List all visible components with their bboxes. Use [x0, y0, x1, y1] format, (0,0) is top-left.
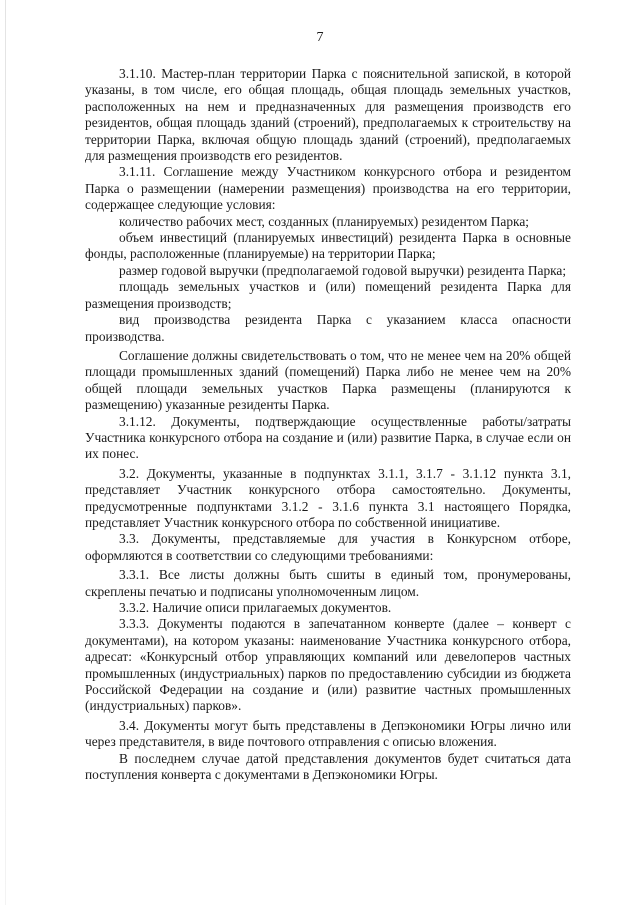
scan-edge-line — [5, 0, 6, 905]
paragraph-3-1-12: 3.1.12. Документы, подтверждающие осуществленные работы/затраты Участника конкурсного отбора на создание и (или) развитие Парка, в случае если он их понес. — [85, 413, 571, 462]
condition-jobs: количество рабочих мест, созданных (планируемых) резидентом Парка; — [119, 213, 529, 229]
condition-land-area: площадь земельных участков и (или) помещений резидента Парка для размещения производств; — [85, 279, 571, 311]
page-number: 7 — [316, 30, 324, 45]
condition-revenue: размер годовой выручки (предполагаемой годовой выручки) резидента Парка; — [119, 262, 567, 278]
paragraph-3-1-10: 3.1.10. Мастер-план территории Парка с пояснительной запиской, в которой указаны, в том числе, его общая площадь, общая площадь земельных участков, расположенных на нем и предназначенных для размещения производств его резидентов, общая площадь зданий (строений), предполагаемых к строительству на территории Парка, включая общую площадь зданий (строений), предполагаемых для размещения производств его резидентов. — [85, 66, 571, 164]
document-body — [85, 66, 571, 783]
condition-production-type: вид производства резидента Парка с указанием класса опасности производства. — [85, 312, 571, 344]
paragraph-3-3: 3.3. Документы, представляемые для участия в Конкурсном отборе, оформляются в соответствии со следующими требованиями: — [85, 531, 571, 563]
condition-investments: объем инвестиций (планируемых инвестиций) резидента Парка в основные фонды, расположенные (планируемые) на территории Парка; — [85, 230, 571, 262]
paragraph-3-3-3: 3.3.3. Документы подаются в запечатанном конверте (далее – конверт с документами), на котором указаны: наименование Участника конкурсного отбора, адресат: «Конкурсный отбор управляющих компаний или девелоперов частных промышленных (индустриальных) парков по предоставлению субсидии из бюджета Российской Федерации на создание и (или) развитие частных промышленных (индустриальных) парков». — [85, 616, 571, 714]
paragraph-3-3-2: 3.3.2. Наличие описи прилагаемых документов. — [119, 600, 392, 615]
paragraph-agreement-20-percent: Соглашение должны свидетельствовать о том, что не менее чем на 20% общей площади промышленных зданий (помещений) Парка либо не менее чем на 20% общей площади земельных участков Парка размещены (планируются к размещению) указанные резиденты Парка. — [85, 347, 571, 413]
paragraph-3-4: 3.4. Документы могут быть представлены в Депэкономики Югры лично или через представителя, в виде почтового отправления с описью вложения. — [85, 717, 571, 750]
paragraph-3-1-11: 3.1.11. Соглашение между Участником конкурсного отбора и резидентом Парка о размещении (намерении размещения) производства на его территории, содержащее следующие условия: — [85, 164, 571, 213]
paragraph-3-3-1: 3.3.1. Все листы должны быть сшиты в единый том, пронумерованы, скреплены печатью и подписаны уполномоченным лицом. — [85, 567, 571, 599]
paragraph-3-2: 3.2. Документы, указанные в подпунктах 3.1.1, 3.1.7 - 3.1.12 пункта 3.1, представляет Участник конкурсного отбора самостоятельно. Документы, предусмотренные подпунктами 3.1.2 - 3.1.6 пункта 3.1 настоящего Порядка, представляет Участник конкурсного отбора по собственной инициативе. — [85, 465, 571, 530]
paragraph-last-case: В последнем случае датой представления документов будет считаться дата поступления конверта с документами в Депэкономики Югры. — [85, 750, 571, 783]
